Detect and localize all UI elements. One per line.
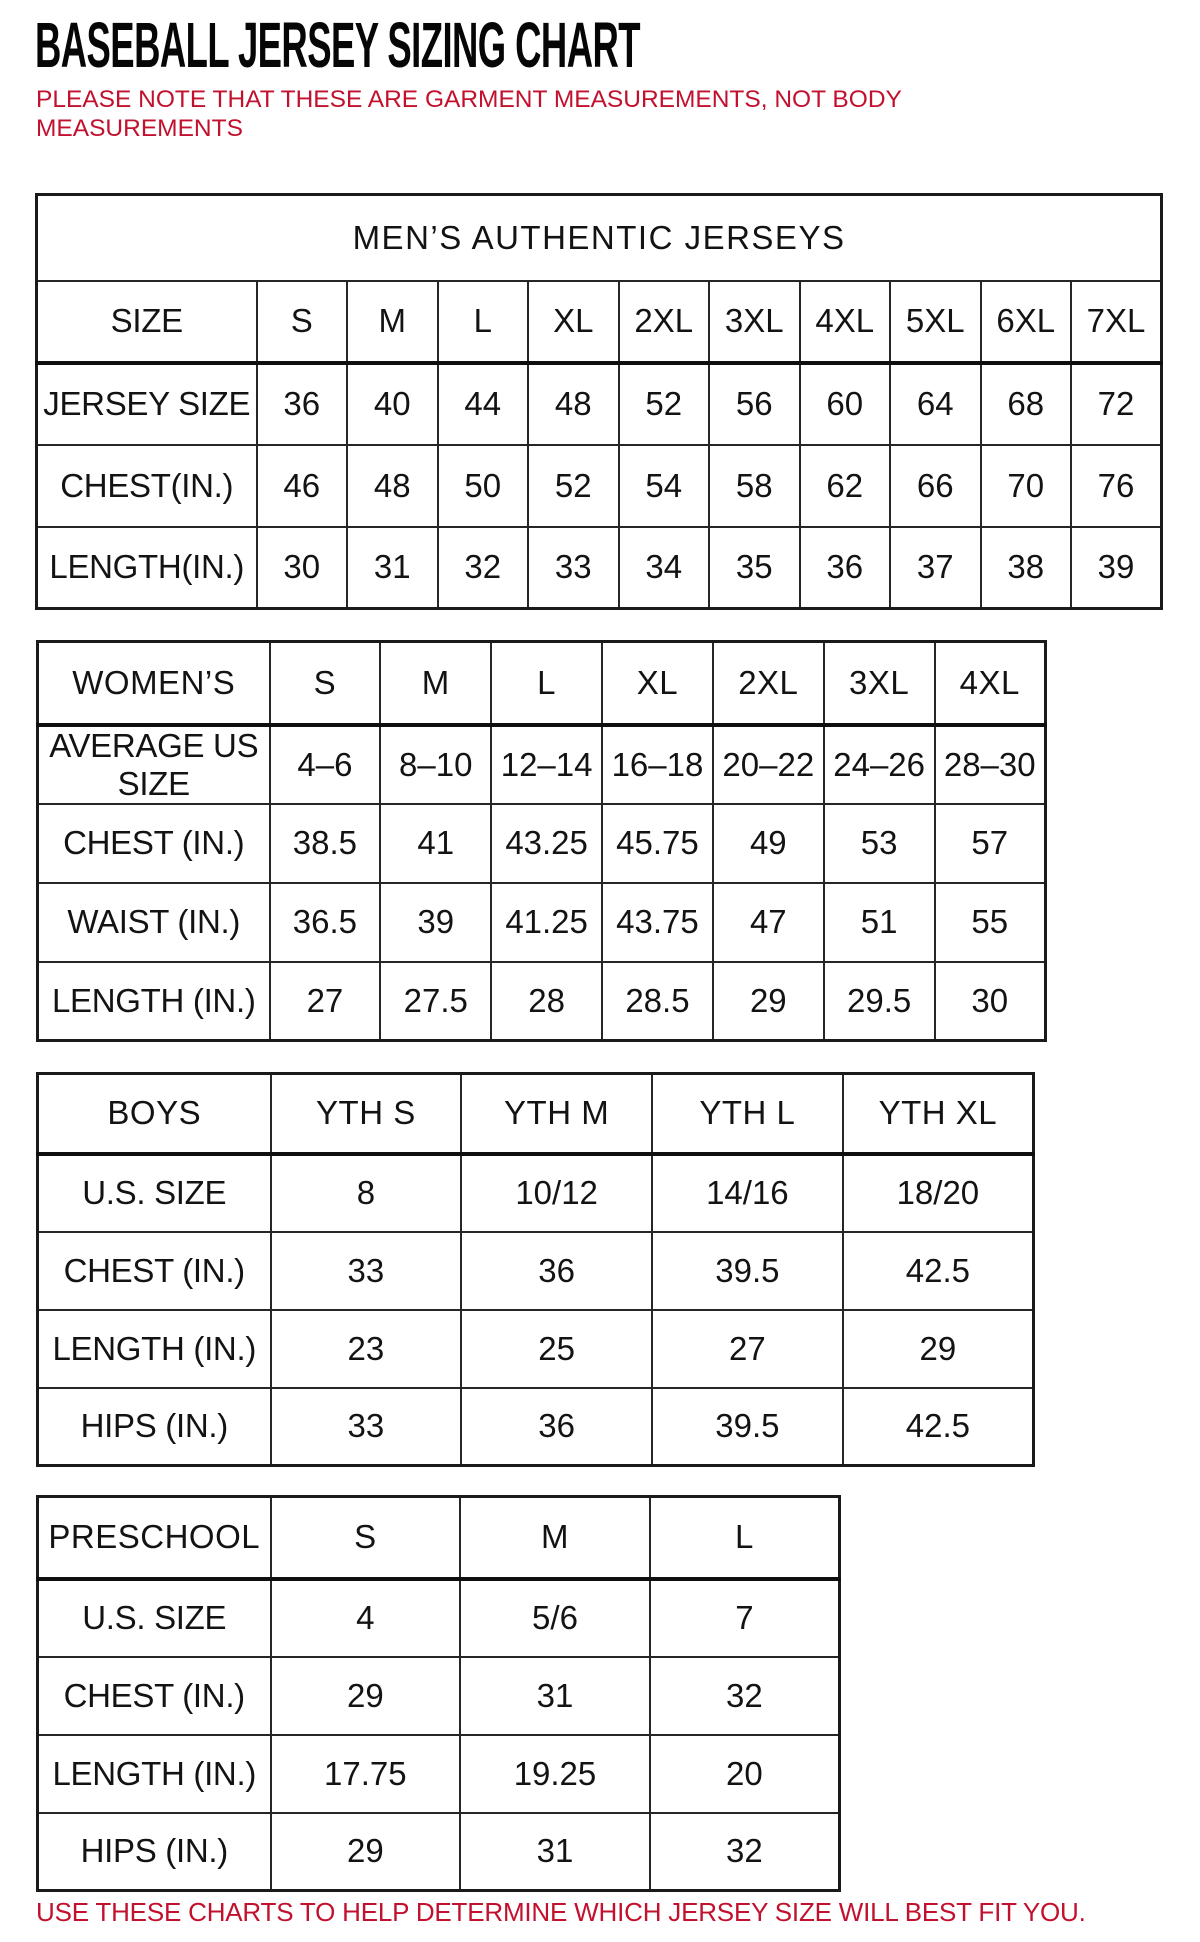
womens-cell: 38.5 <box>270 804 381 883</box>
preschool-cell: 17.75 <box>271 1735 461 1813</box>
preschool-cell: 29 <box>271 1813 461 1891</box>
womens-cell: 12–14 <box>491 725 602 804</box>
womens-row-label: WAIST (IN.) <box>38 883 270 962</box>
boys-row-label: HIPS (IN.) <box>38 1388 271 1466</box>
boys-cell: 33 <box>271 1388 462 1466</box>
womens-cell: 20–22 <box>713 725 824 804</box>
womens-cell: 43.25 <box>491 804 602 883</box>
womens-cell: 51 <box>824 883 935 962</box>
preschool-cell: 4 <box>271 1579 461 1657</box>
preschool-cell: 5/6 <box>460 1579 650 1657</box>
womens-cell: 55 <box>935 883 1046 962</box>
mens-cell: 37 <box>890 527 981 609</box>
mens-cell: 54 <box>619 445 710 527</box>
preschool-row-label: CHEST (IN.) <box>38 1657 271 1735</box>
womens-cell: 41 <box>380 804 491 883</box>
womens-size-column-header: M <box>380 642 491 725</box>
mens-cell: 46 <box>257 445 348 527</box>
preschool-cell: 19.25 <box>460 1735 650 1813</box>
womens-size-column-header: L <box>491 642 602 725</box>
preschool-row-label: HIPS (IN.) <box>38 1813 271 1891</box>
mens-row-label: LENGTH(IN.) <box>37 527 257 609</box>
preschool-cell: 7 <box>650 1579 840 1657</box>
mens-cell: 7XL <box>1071 281 1162 363</box>
boys-cell: 8 <box>271 1154 462 1232</box>
garment-measurement-note: PLEASE NOTE THAT THESE ARE GARMENT MEASUREMENTS, NOT BODY MEASUREMENTS <box>36 86 902 142</box>
mens-cell: 48 <box>347 445 438 527</box>
womens-size-column-header: XL <box>602 642 713 725</box>
boys-cell: 39.5 <box>652 1232 843 1310</box>
mens-cell: 64 <box>890 363 981 445</box>
preschool-sizing-table <box>36 1495 841 1892</box>
boys-cell: 18/20 <box>843 1154 1034 1232</box>
preschool-cell: 29 <box>271 1657 461 1735</box>
page-title: BASEBALL JERSEY SIZING CHART <box>35 9 640 81</box>
mens-cell: 70 <box>981 445 1072 527</box>
mens-cell: 66 <box>890 445 981 527</box>
preschool-header-label: PRESCHOOL <box>38 1497 271 1579</box>
womens-cell: 57 <box>935 804 1046 883</box>
mens-cell: 50 <box>438 445 529 527</box>
mens-cell: 48 <box>528 363 619 445</box>
mens-cell: XL <box>528 281 619 363</box>
womens-sizing-table <box>36 640 1047 1042</box>
boys-size-column-header: YTH XL <box>843 1074 1034 1154</box>
preschool-size-column-header: M <box>460 1497 650 1579</box>
mens-cell: 58 <box>709 445 800 527</box>
boys-cell: 14/16 <box>652 1154 843 1232</box>
womens-cell: 41.25 <box>491 883 602 962</box>
womens-cell: 45.75 <box>602 804 713 883</box>
boys-cell: 23 <box>271 1310 462 1388</box>
womens-cell: 47 <box>713 883 824 962</box>
mens-authentic-jerseys-table <box>35 193 1163 610</box>
mens-cell: 52 <box>528 445 619 527</box>
mens-row-label: SIZE <box>37 281 257 363</box>
womens-cell: 27.5 <box>380 962 491 1041</box>
mens-cell: 36 <box>257 363 348 445</box>
mens-cell: 4XL <box>800 281 891 363</box>
womens-cell: 43.75 <box>602 883 713 962</box>
womens-size-column-header: 4XL <box>935 642 1046 725</box>
boys-cell: 29 <box>843 1310 1034 1388</box>
womens-cell: 16–18 <box>602 725 713 804</box>
boys-cell: 42.5 <box>843 1232 1034 1310</box>
boys-cell: 25 <box>461 1310 652 1388</box>
boys-size-column-header: YTH L <box>652 1074 843 1154</box>
womens-cell: 36.5 <box>270 883 381 962</box>
boys-sizing-table <box>36 1072 1035 1467</box>
boys-cell: 36 <box>461 1232 652 1310</box>
womens-cell: 29.5 <box>824 962 935 1041</box>
boys-header-label: BOYS <box>38 1074 271 1154</box>
boys-cell: 42.5 <box>843 1388 1034 1466</box>
preschool-cell: 20 <box>650 1735 840 1813</box>
mens-cell: 62 <box>800 445 891 527</box>
mens-cell: 35 <box>709 527 800 609</box>
mens-cell: 60 <box>800 363 891 445</box>
mens-cell: 68 <box>981 363 1072 445</box>
womens-cell: 8–10 <box>380 725 491 804</box>
mens-cell: 44 <box>438 363 529 445</box>
womens-cell: 27 <box>270 962 381 1041</box>
boys-cell: 27 <box>652 1310 843 1388</box>
womens-cell: 49 <box>713 804 824 883</box>
boys-size-column-header: YTH S <box>271 1074 462 1154</box>
mens-row-label: JERSEY SIZE <box>37 363 257 445</box>
mens-cell: L <box>438 281 529 363</box>
mens-cell: 33 <box>528 527 619 609</box>
womens-cell: 30 <box>935 962 1046 1041</box>
mens-cell: 31 <box>347 527 438 609</box>
womens-cell: 4–6 <box>270 725 381 804</box>
preschool-cell: 31 <box>460 1813 650 1891</box>
mens-cell: 32 <box>438 527 529 609</box>
womens-row-label: LENGTH (IN.) <box>38 962 270 1041</box>
mens-cell: 2XL <box>619 281 710 363</box>
boys-row-label: U.S. SIZE <box>38 1154 271 1232</box>
mens-cell: 76 <box>1071 445 1162 527</box>
mens-cell: 52 <box>619 363 710 445</box>
preschool-row-label: U.S. SIZE <box>38 1579 271 1657</box>
womens-size-column-header: 2XL <box>713 642 824 725</box>
mens-cell: M <box>347 281 438 363</box>
footer-note: USE THESE CHARTS TO HELP DETERMINE WHICH JERSEY SIZE WILL BEST FIT YOU. <box>36 1897 1086 1927</box>
preschool-row-label: LENGTH (IN.) <box>38 1735 271 1813</box>
mens-cell: 5XL <box>890 281 981 363</box>
womens-row-label: CHEST (IN.) <box>38 804 270 883</box>
womens-cell: 29 <box>713 962 824 1041</box>
mens-cell: 40 <box>347 363 438 445</box>
boys-row-label: CHEST (IN.) <box>38 1232 271 1310</box>
boys-cell: 10/12 <box>461 1154 652 1232</box>
preschool-cell: 31 <box>460 1657 650 1735</box>
mens-cell: 36 <box>800 527 891 609</box>
womens-cell: 28 <box>491 962 602 1041</box>
womens-size-column-header: 3XL <box>824 642 935 725</box>
mens-cell: 6XL <box>981 281 1072 363</box>
preschool-size-column-header: S <box>271 1497 461 1579</box>
womens-cell: 53 <box>824 804 935 883</box>
boys-row-label: LENGTH (IN.) <box>38 1310 271 1388</box>
womens-row-label: AVERAGE US SIZE <box>38 725 270 804</box>
mens-cell: 72 <box>1071 363 1162 445</box>
mens-cell: S <box>257 281 348 363</box>
mens-row-label: CHEST(IN.) <box>37 445 257 527</box>
preschool-cell: 32 <box>650 1657 840 1735</box>
womens-cell: 28.5 <box>602 962 713 1041</box>
womens-size-column-header: S <box>270 642 381 725</box>
preschool-size-column-header: L <box>650 1497 840 1579</box>
womens-header-label: WOMEN’S <box>38 642 270 725</box>
mens-cell: 38 <box>981 527 1072 609</box>
preschool-cell: 32 <box>650 1813 840 1891</box>
womens-cell: 24–26 <box>824 725 935 804</box>
boys-cell: 39.5 <box>652 1388 843 1466</box>
boys-cell: 36 <box>461 1388 652 1466</box>
boys-size-column-header: YTH M <box>461 1074 652 1154</box>
mens-cell: 34 <box>619 527 710 609</box>
mens-cell: 39 <box>1071 527 1162 609</box>
mens-cell: 30 <box>257 527 348 609</box>
womens-cell: 28–30 <box>935 725 1046 804</box>
boys-cell: 33 <box>271 1232 462 1310</box>
mens-banner-title: MEN’S AUTHENTIC JERSEYS <box>37 195 1162 281</box>
mens-cell: 56 <box>709 363 800 445</box>
mens-cell: 3XL <box>709 281 800 363</box>
womens-cell: 39 <box>380 883 491 962</box>
